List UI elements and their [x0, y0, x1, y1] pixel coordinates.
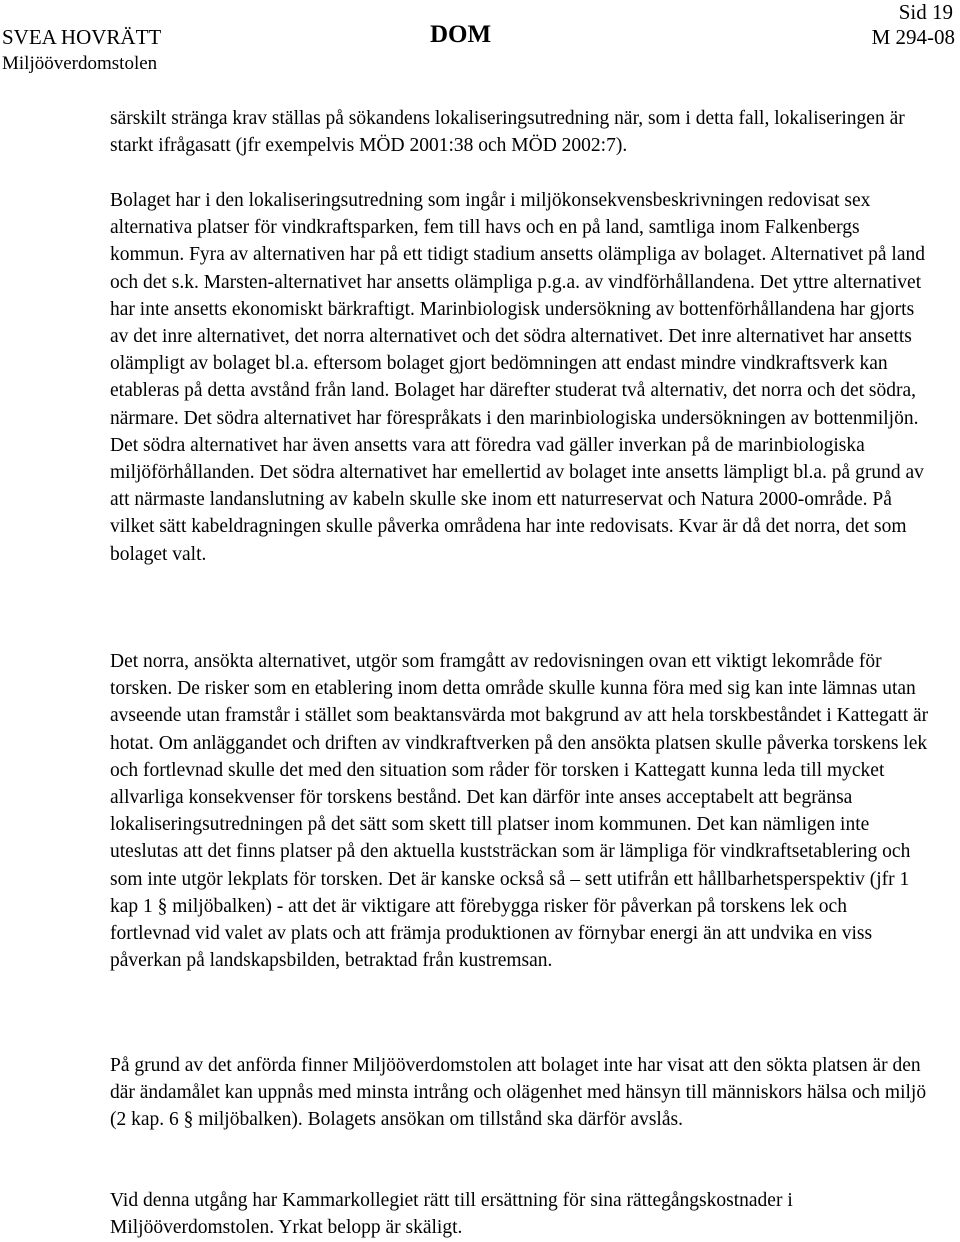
- case-number: M 294-08: [871, 25, 955, 49]
- body-paragraph: [110, 1052, 930, 1134]
- page-number: Sid 19: [898, 0, 953, 24]
- paragraph-text: Vid denna utgång har Kammarkollegiet rätt till ersättning för sina rättegångskostnader i Miljööverdomstolen. Yrkat belopp är skäligt.: [110, 1190, 793, 1239]
- body-paragraph: [110, 648, 930, 974]
- document-type: DOM: [430, 21, 492, 48]
- body-paragraph: [110, 105, 930, 159]
- court-name: SVEA HOVRÄTT: [2, 25, 162, 49]
- paragraph-text: På grund av det anförda finner Miljööverdomstolen att bolaget inte har visat att den sökta platsen är den där ändamålet kan uppnås med minsta intrång och olägenhet med hänsyn till människors hälsa och miljö (2 kap. 6 § miljöbalken). Bolagets ansökan om tillstånd ska därför avslås.: [110, 1055, 927, 1131]
- paragraph-text: särskilt stränga krav ställas på sökandens lokaliseringsutredning när, som i detta fall, lokaliseringen är starkt ifrågasatt (jfr exempelvis MÖD 2001:38 och MÖD 2002:7).: [110, 108, 905, 157]
- paragraph-text: Bolaget har i den lokaliseringsutredning som ingår i miljökonsekvensbeskrivningen redovisat sex alternativa platser för vindkraftsparken, fem till havs och en på land, samtliga inom Falkenbergs kommun. Fyra av alternativen har på ett tidigt stadium ansetts olämpliga av bolaget. Alternativet på land och det s.k. Marsten-alternativet har ansetts olämpliga p.g.a. av vindförhållandena. Det yttre alternativet har inte ansetts ekonomiskt bärkraftigt. Marinbiologisk undersökning av bottenförhållandena har gjorts av det inre alternativet, det norra alternativet och det södra alternativet. Det inre alternativet har ansetts olämpligt av bolaget bl.a. eftersom bolaget gjort bedömningen att endast mindre vindkraftsverk kan etableras på detta avstånd från land. Bolaget har därefter studerat två alternativ, det norra och det södra, närmare. Det södra alternativet har förespråkats i den marinbiologiska undersökningen av bottenmiljön. Det södra alternativet har även ansetts vara att föredra vad gäller inverkan på de marinbiologiska miljöförhållanden. Det södra alternativet har emellertid av bolaget inte ansetts lämpligt bl.a. på grund av att närmaste landanslutning av kabeln skulle ske inom ett naturreservat och Natura 2000-område. På vilket sätt kabeldragningen skulle påverka områdena har inte redovisats. Kvar är då det norra, det som bolaget valt.: [110, 190, 925, 565]
- body-paragraph: [110, 187, 930, 568]
- court-division: Miljööverdomstolen: [2, 53, 158, 74]
- paragraph-text: Det norra, ansökta alternativet, utgör som framgått av redovisningen ovan ett viktigt lekområde för torsken. De risker som en etablering inom detta område skulle kunna föra med sig kan inte lämnas utan avseende utan framstår i stället som beaktansvärda mot bakgrund av att hela torskbeståndet i Kattegatt är hotat. Om anläggandet och driften av vindkraftverken på den ansökta platsen skulle påverka torskens lek och fortlevnad skulle det med den situation som råder för torsken i Kattegatt kunna leda till mycket allvarliga konsekvenser för torskens bestånd. Det kan därför inte anses acceptabelt att begränsa lokaliseringsutredningen på det sätt som skett till platser inom kommunen. Det kan nämligen inte uteslutas att det finns platser på den aktuella kuststräckan som är lämpliga för vindkraftsetablering och som inte utgör lekplats för torsken. Det är kanske också så – sett utifrån ett hållbarhetsperspektiv (jfr 1 kap 1 § miljöbalken) - att det är viktigare att förebygga risker för påverkan på torskens lek och fortlevnad vid valet av plats och att främja produktionen av förnybar energi än att undvika en viss påverkan på landskapsbilden, betraktad från kustremsan.: [110, 651, 929, 972]
- body-paragraph: [110, 1187, 930, 1241]
